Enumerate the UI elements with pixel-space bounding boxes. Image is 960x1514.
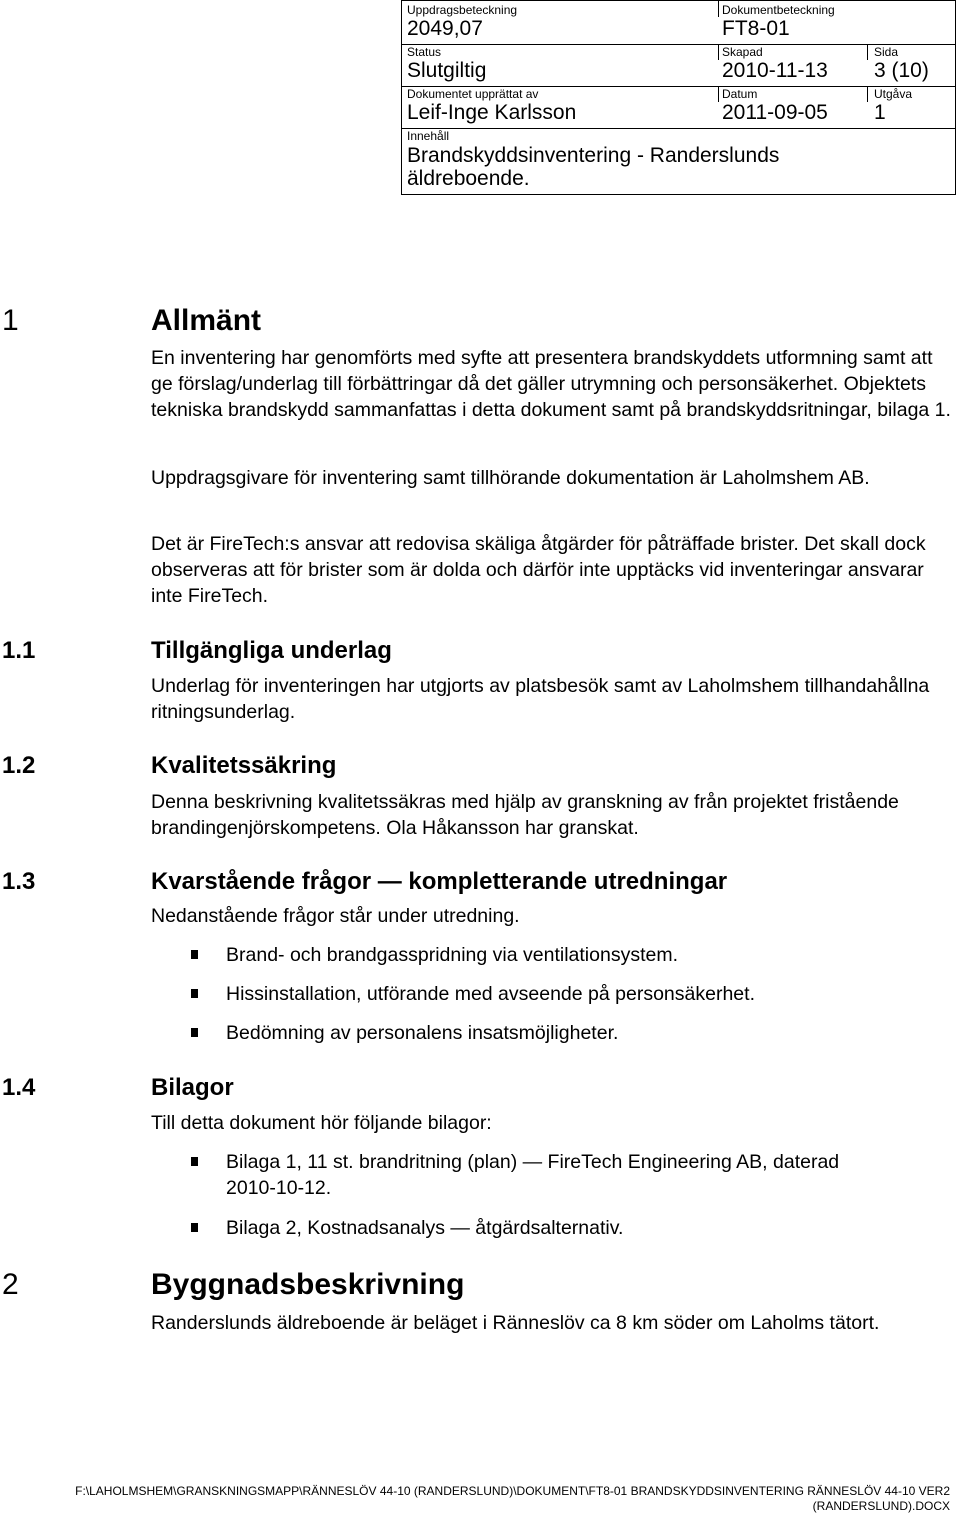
- datum-value: 2011-09-05: [722, 101, 828, 124]
- status-label: Status: [407, 45, 442, 59]
- list-item: [151, 1020, 951, 1046]
- list-item-text: Bedömning av personalens insatsmöjligheter.: [226, 1022, 619, 1044]
- skapad-value: 2010-11-13: [722, 59, 828, 82]
- section-1-paragraph-2: Uppdragsgivare för inventering samt tillhörande dokumentation är Laholmshem AB.: [151, 467, 870, 489]
- section-number: 2: [2, 1268, 19, 1301]
- utgava-cell: [874, 87, 912, 125]
- bullet-square-icon: [191, 1157, 198, 1166]
- section-2-paragraph: Randerslunds äldreboende är beläget i Ränneslöv ca 8 km söder om Laholms tätort.: [151, 1312, 880, 1334]
- datum-cell: [722, 87, 828, 125]
- uppdragsbeteckning-value: 2049,07: [407, 17, 483, 40]
- dokumentbeteckning-label: Dokumentbeteckning: [722, 3, 835, 17]
- upprattat-label: Dokumentet upprättat av: [407, 87, 539, 101]
- list-item-text: Bilaga 1, 11 st. brandritning (plan) — FireTech Engineering AB, daterad 2010-10-12.: [226, 1151, 840, 1199]
- section-number: 1.1: [2, 637, 36, 664]
- dokumentbeteckning-value: FT8-01: [722, 17, 790, 40]
- list-item-text: Brand- och brandgasspridning via ventilationsystem.: [226, 944, 678, 966]
- section-number: 1: [2, 304, 19, 337]
- section-title: Kvalitetssäkring: [151, 752, 337, 779]
- bullet-square-icon: [191, 1223, 198, 1232]
- skapad-label: Skapad: [722, 45, 763, 59]
- header-divider: [718, 1, 719, 17]
- innehall-label: Innehåll: [407, 129, 450, 143]
- list-item: [151, 1215, 951, 1241]
- section-title: Byggnadsbeskrivning: [151, 1268, 465, 1301]
- upprattat-cell: [407, 87, 576, 125]
- list-item: [151, 942, 951, 968]
- header-divider: [718, 45, 719, 60]
- section-title: Tillgängliga underlag: [151, 637, 392, 664]
- list-item: [151, 1149, 951, 1201]
- section-title: Kvarstående frågor — kompletterande utredningar: [151, 868, 728, 895]
- section-1-1-paragraph: Underlag för inventeringen har utgjorts av platsbesök samt av Laholmshem tillhandahållna ritningsunderlag.: [151, 675, 930, 723]
- header-divider: [867, 87, 868, 102]
- section-number: 1.2: [2, 752, 36, 779]
- file-path-footer: F:\LAHOLMSHEM\GRANSKNINGSMAPP\RÄNNESLÖV 44-10 (RANDERSLUND)\DOKUMENT\FT8-01 BRANDSKYDDSINVENTERING RÄNNESLÖV 44-10 VER2 (RANDERSLUND).DOCX: [75, 1484, 950, 1513]
- upprattat-value: Leif-Inge Karlsson: [407, 101, 577, 124]
- section-1-paragraph-3: Det är FireTech:s ansvar att redovisa skäliga åtgärder för påträffade brister. Det skall dock observeras att för brister som är dolda och därför inte upptäcks vid inventeringar ansvarar inte FireTech.: [151, 533, 926, 607]
- section-1-3-bullet-list: [151, 942, 951, 1046]
- header-divider: [867, 45, 868, 60]
- bullet-square-icon: [191, 950, 198, 959]
- innehall-cell: [407, 129, 779, 189]
- bullet-square-icon: [191, 989, 198, 998]
- innehall-value-line1: Brandskyddsinventering - Randerslunds: [407, 144, 780, 167]
- status-value: Slutgiltig: [407, 59, 487, 82]
- sida-value: 3 (10): [874, 59, 929, 82]
- skapad-cell: [722, 45, 828, 83]
- list-item: [151, 981, 951, 1007]
- document-header-table: [401, 0, 956, 195]
- section-number: 1.3: [2, 868, 36, 895]
- bullet-square-icon: [191, 1028, 198, 1037]
- section-1-4-paragraph: Till detta dokument hör följande bilagor:: [151, 1112, 492, 1134]
- section-1-paragraph-1: En inventering har genomförts med syfte att presentera brandskyddets utformning samt att ge förslag/underlag till förbättringar då det gäller utrymning och personsäkerhet. Objektets tekniska brandskydd sammanfattas i detta dokument samt på brandskyddsritningar, bilaga 1.: [151, 347, 951, 421]
- header-divider: [718, 87, 719, 102]
- uppdragsbeteckning-cell: [407, 3, 517, 41]
- status-cell: [407, 45, 486, 83]
- sida-cell: [874, 45, 929, 83]
- section-number: 1.4: [2, 1074, 36, 1101]
- section-1-4-bullet-list: [151, 1149, 951, 1241]
- uppdragsbeteckning-label: Uppdragsbeteckning: [407, 3, 518, 17]
- innehall-value-line2: äldreboende.: [407, 167, 530, 190]
- utgava-label: Utgåva: [874, 87, 913, 101]
- utgava-value: 1: [874, 101, 886, 124]
- section-1-3-paragraph: Nedanstående frågor står under utredning.: [151, 905, 520, 927]
- section-title: Bilagor: [151, 1074, 234, 1101]
- sida-label: Sida: [874, 45, 899, 59]
- list-item-text: Hissinstallation, utförande med avseende på personsäkerhet.: [226, 983, 755, 1005]
- section-title: Allmänt: [151, 304, 262, 337]
- section-1-2-paragraph: Denna beskrivning kvalitetssäkras med hjälp av granskning av från projektet fristående brandingenjörskompetens. Ola Håkansson har granskat.: [151, 791, 899, 839]
- datum-label: Datum: [722, 87, 758, 101]
- dokumentbeteckning-cell: [722, 3, 835, 41]
- list-item-text: Bilaga 2, Kostnadsanalys — åtgärdsalternativ.: [226, 1217, 624, 1239]
